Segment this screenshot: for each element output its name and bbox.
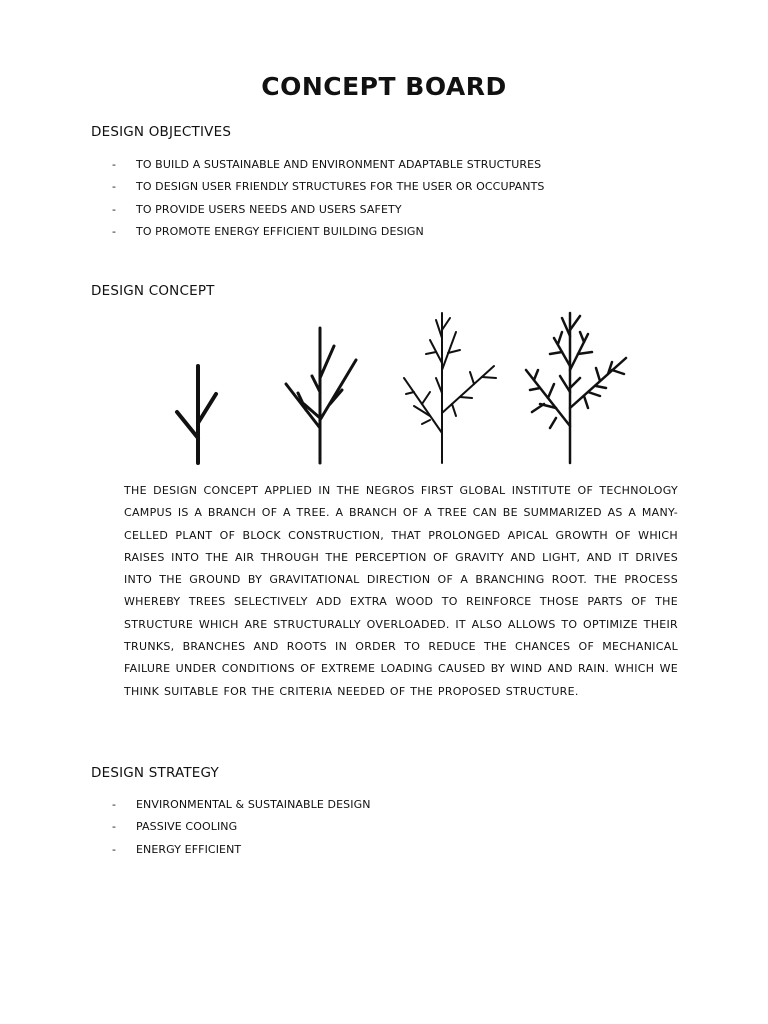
- tree-stage-4-icon: [526, 313, 626, 463]
- bullet-dash: -: [112, 202, 117, 216]
- bullet-dash: -: [112, 798, 117, 811]
- list-item-text: TO BUILD A SUSTAINABLE AND ENVIRONMENT ADAPTABLE STRUCTURES: [136, 158, 542, 171]
- list-item: [112, 842, 371, 864]
- design-strategy-list: [112, 797, 371, 864]
- bullet-dash: -: [112, 158, 117, 171]
- design-concept-paragraph: THE DESIGN CONCEPT APPLIED IN THE NEGROS FIRST GLOBAL INSTITUTE OF TECHNOLOGY CAMPUS IS A BRANCH OF A TREE. A BRANCH OF A TREE CAN BE SUMMARIZED AS A MANY-CELLED PLANT OF BLOCK CONSTRUCTION, THAT PROLONGED APICAL GROWTH OF WHICH RAISES INTO THE AIR THROUGH THE PERCEPTION OF GRAVITY AND LIGHT, AND IT DRIVES INTO THE GROUND BY GRAVITATIONAL DIRECTION OF A BRANCHING ROOT. THE PROCESS WHEREBY TREES SELECTIVELY ADD EXTRA WOOD TO REINFORCE THOSE PARTS OF THE STRUCTURE WHICH ARE STRUCTURALLY OVERLOADED. IT ALSO ALLOWS TO OPTIMIZE THEIR TRUNKS, BRANCHES AND ROOTS IN ORDER TO REDUCE THE CHANCES OF MECHANICAL FAILURE UNDER CONDITIONS OF EXTREME LOADING CAUSED BY WIND AND RAIN. WHICH WE THINK SUITABLE FOR THE CRITERIA NEEDED OF THE PROPOSED STRUCTURE.: [124, 484, 678, 698]
- bullet-dash: -: [112, 224, 117, 238]
- design-concept-heading: DESIGN CONCEPT: [91, 283, 215, 299]
- bullet-dash: -: [112, 820, 117, 834]
- list-item-text: ENVIRONMENTAL & SUSTAINABLE DESIGN: [136, 798, 371, 811]
- tree-stage-1-icon: [177, 366, 216, 463]
- list-item: [112, 202, 545, 224]
- bullet-dash: -: [112, 180, 117, 194]
- list-item-text: TO PROVIDE USERS NEEDS AND USERS SAFETY: [136, 202, 402, 216]
- list-item: [112, 157, 545, 179]
- list-item: [112, 224, 545, 246]
- design-objectives-list: [112, 157, 545, 246]
- tree-stage-2-icon: [286, 328, 356, 463]
- list-item-text: TO PROMOTE ENERGY EFFICIENT BUILDING DESIGN: [136, 224, 424, 238]
- page-title: CONCEPT BOARD: [261, 72, 507, 101]
- list-item-text: PASSIVE COOLING: [136, 820, 238, 834]
- bullet-dash: -: [112, 842, 117, 856]
- design-strategy-heading: DESIGN STRATEGY: [91, 765, 219, 781]
- tree-stage-3-icon: [404, 313, 496, 463]
- list-item-text: ENERGY EFFICIENT: [136, 842, 242, 856]
- list-item-text: TO DESIGN USER FRIENDLY STRUCTURES FOR THE USER OR OCCUPANTS: [136, 180, 545, 194]
- design-objectives-heading: DESIGN OBJECTIVES: [91, 124, 232, 140]
- list-item: [112, 819, 371, 841]
- list-item: [112, 179, 545, 201]
- tree-branching-stages-icon: [160, 308, 640, 468]
- list-item: [112, 797, 371, 819]
